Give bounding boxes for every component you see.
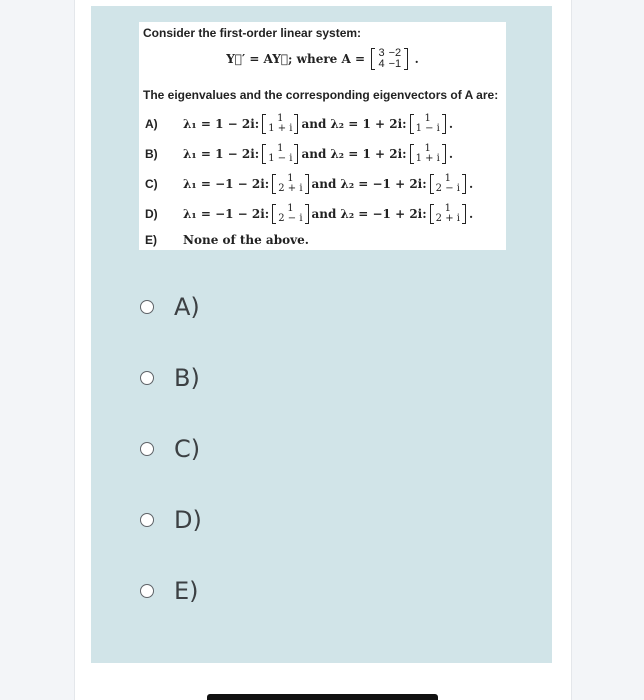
equation-end: .: [414, 52, 419, 67]
choice-d[interactable]: [140, 505, 202, 535]
and-text: and: [301, 117, 327, 131]
eigenvector-2: [430, 174, 466, 194]
vector-entry: 1 + i: [415, 153, 440, 164]
eigenvalue-1: λ₁ = −1 − 2i:: [183, 177, 270, 191]
radio-button[interactable]: [140, 300, 154, 314]
vector-entry: 1 − i: [268, 153, 293, 164]
choice-e[interactable]: [140, 576, 199, 606]
eigenvalue-1: λ₁ = 1 − 2i:: [183, 147, 260, 161]
eigenvector-1: [262, 114, 298, 134]
choice-label: E): [174, 577, 199, 605]
eigenvalue-2: λ₂ = −1 + 2i:: [340, 207, 427, 221]
eigenvalue-1: λ₁ = −1 − 2i:: [183, 207, 270, 221]
option-label: B): [145, 147, 158, 161]
choice-a[interactable]: [140, 292, 200, 322]
radio-button[interactable]: [140, 371, 154, 385]
vector-entry: 2 − i: [435, 183, 460, 194]
vector-entry: 1: [277, 143, 284, 154]
choice-label: C): [174, 435, 201, 463]
option-end: .: [468, 177, 474, 191]
eigenvalue-2: λ₂ = −1 + 2i:: [340, 177, 427, 191]
vector-entry: 1: [444, 203, 451, 214]
eigenvector-1: [272, 174, 308, 194]
vector-entry: 1 − i: [415, 123, 440, 134]
eigenvector-2: [410, 144, 446, 164]
choice-label: A): [174, 293, 200, 321]
question-prompt: The eigenvalues and the corresponding eigenvectors of A are:: [143, 88, 499, 102]
eigenvalue-1: λ₁ = 1 − 2i:: [183, 117, 260, 131]
matrix-a: [371, 48, 408, 70]
eigenvector-1: [272, 204, 308, 224]
vector-entry: 1: [287, 203, 294, 214]
home-indicator: [207, 694, 438, 700]
system-equation: [139, 48, 506, 70]
option-end: .: [468, 207, 474, 221]
vector-entry: 2 − i: [278, 213, 303, 224]
question-intro: Consider the first-order linear system:: [143, 26, 362, 40]
option-label: C): [145, 177, 158, 191]
option-e-row: [145, 227, 309, 253]
option-label: D): [145, 207, 158, 221]
choice-label: B): [174, 364, 200, 392]
question-card: [139, 22, 506, 250]
vector-entry: 1: [444, 173, 451, 184]
option-end: .: [448, 147, 454, 161]
option-label: E): [145, 233, 157, 247]
option-end: .: [448, 117, 454, 131]
matrix-cell: 3: [378, 47, 385, 59]
vector-entry: 1: [424, 143, 431, 154]
vector-entry: 1: [424, 113, 431, 124]
choice-label: D): [174, 506, 202, 534]
option-label: A): [145, 117, 158, 131]
choice-c[interactable]: [140, 434, 200, 464]
eigenvector-2: [410, 114, 446, 134]
option-e-text: None of the above.: [183, 233, 309, 247]
radio-button[interactable]: [140, 442, 154, 456]
eigenvalue-2: λ₂ = 1 + 2i:: [330, 117, 407, 131]
matrix-cell: 4: [378, 58, 385, 70]
and-text: and: [311, 207, 337, 221]
vector-entry: 1: [287, 173, 294, 184]
equation-text: Y⃗′ = AY⃗; where A =: [226, 52, 366, 67]
option-b-row: [145, 141, 453, 167]
eigenvector-2: [430, 204, 466, 224]
choice-b[interactable]: [140, 363, 200, 393]
option-d-row: [145, 201, 473, 227]
option-c-row: [145, 171, 473, 197]
vector-entry: 2 + i: [435, 213, 460, 224]
vector-entry: 2 + i: [278, 183, 303, 194]
vector-entry: 1: [277, 113, 284, 124]
eigenvector-1: [262, 144, 298, 164]
eigenvalue-2: λ₂ = 1 + 2i:: [330, 147, 407, 161]
and-text: and: [311, 177, 337, 191]
radio-button[interactable]: [140, 584, 154, 598]
vector-entry: 1 + i: [268, 123, 293, 134]
option-a-row: [145, 111, 453, 137]
matrix-cell: −1: [388, 58, 402, 70]
and-text: and: [301, 147, 327, 161]
radio-button[interactable]: [140, 513, 154, 527]
matrix-cell: −2: [388, 47, 402, 59]
